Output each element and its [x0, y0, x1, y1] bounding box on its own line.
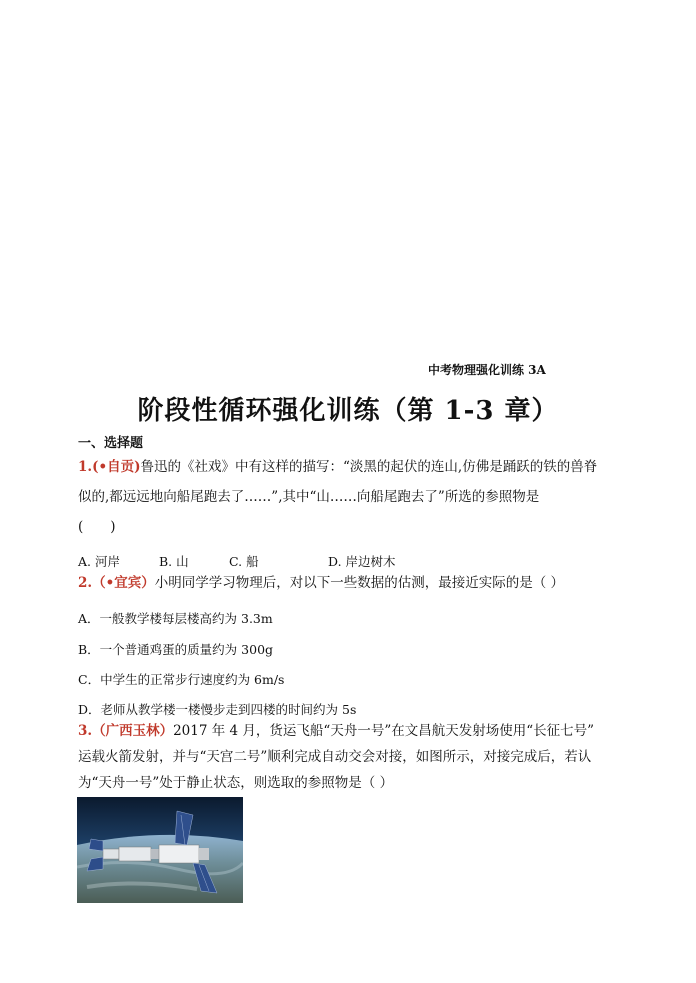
question-2-number: 2.: [78, 575, 93, 591]
question-1-line-3: ( ): [78, 519, 116, 535]
question-2-option-b: B．一个普通鸡蛋的质量约为 300g: [78, 642, 274, 657]
question-2-option-c: C．中学生的正常步行速度约为 6m/s: [78, 672, 285, 687]
question-3-text-1: 2017 年 4 月，货运飞船“天舟一号”在文昌航天发射场使用“长征七号”: [173, 723, 595, 739]
question-1-source: (•自贡): [92, 459, 141, 475]
question-3-line-2: 运载火箭发射，并与“天宫二号”顺利完成自动交会对接，如图所示，对接完成后，若认: [78, 749, 592, 765]
question-2: [78, 570, 623, 596]
space-station-photo: [77, 797, 243, 903]
question-1-option-d: D. 岸边树木: [328, 554, 396, 569]
question-1-text-1: 鲁迅的《社戏》中有这样的描写：“淡黑的起伏的连山,仿佛是踊跃的铁的兽脊: [140, 459, 598, 475]
question-2-option-d: D．老师从教学楼一楼慢步走到四楼的时间约为 5s: [78, 702, 357, 717]
question-1-line-2: 似的,都远远地向船尾跑去了……”,其中“山……向船尾跑去了”所选的参照物是: [78, 489, 540, 505]
section-heading: 一、选择题: [78, 436, 144, 451]
page-title: 阶段性循环强化训练（第 1-3 章）: [137, 396, 559, 426]
question-3: [78, 718, 623, 796]
question-3-number: 3.: [78, 723, 93, 739]
header-subtitle: 中考物理强化训练 3A: [428, 363, 546, 377]
question-1-option-c: C. 船: [229, 554, 259, 569]
question-1-option-a: A. 河岸: [78, 554, 120, 569]
question-1-line-1: [78, 454, 623, 480]
question-2-option-a: A．一般教学楼每层楼高约为 3.3m: [78, 611, 273, 626]
question-1-options: [78, 552, 396, 570]
question-3-line-3: 为“天舟一号”处于静止状态，则选取的参照物是（ ）: [78, 775, 394, 791]
question-3-source: （广西玉林）: [92, 723, 174, 739]
question-2-stem: 小明同学学习物理后，对以下一些数据的估测，最接近实际的是（ ）: [154, 575, 565, 591]
question-3-line-1: [78, 718, 623, 744]
question-1-option-b: B. 山: [159, 554, 189, 569]
question-1: [78, 454, 623, 540]
question-1-number: 1.: [78, 459, 93, 475]
question-2-source: （•宜宾）: [92, 575, 155, 591]
